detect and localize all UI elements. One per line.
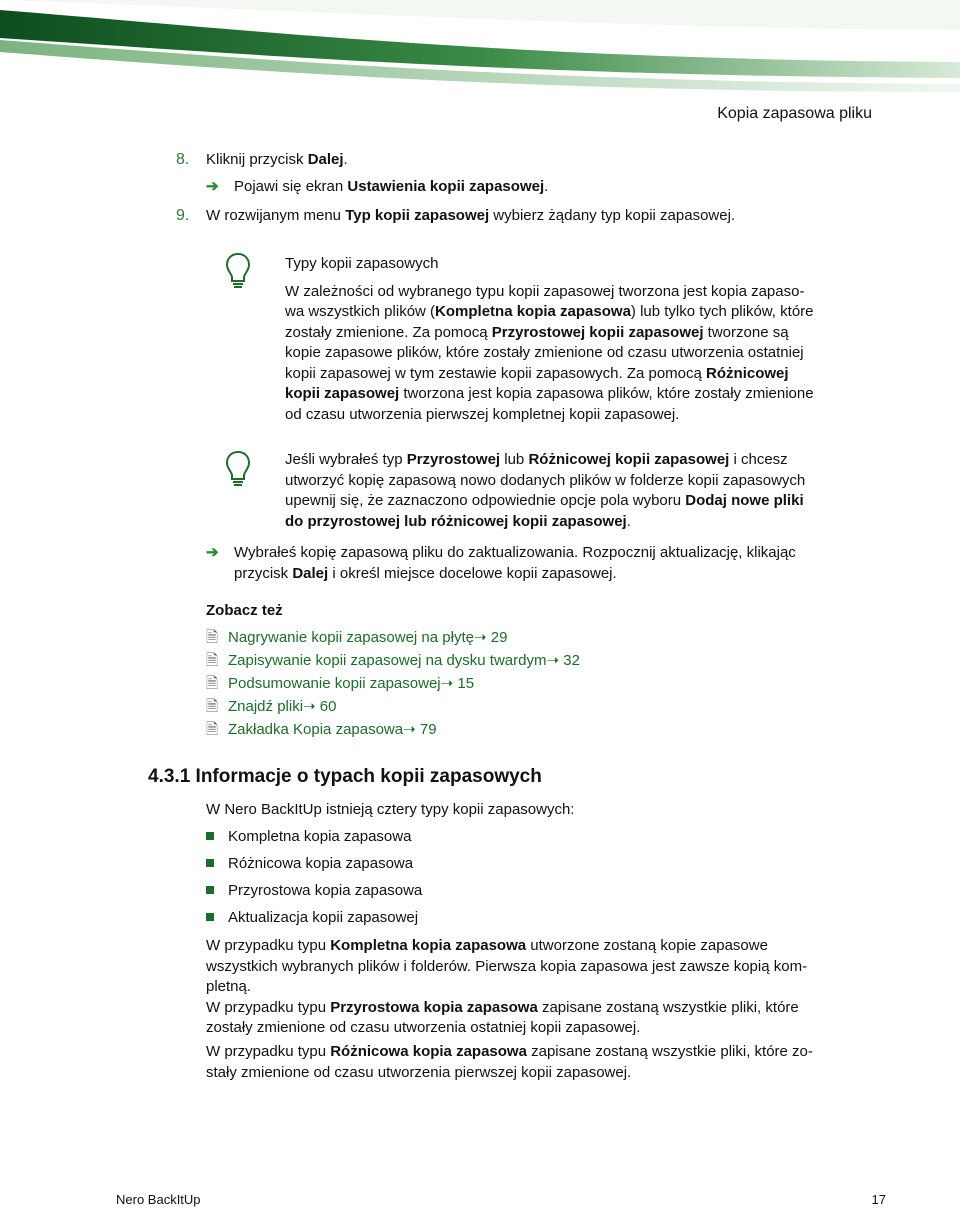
list-item: Przyrostowa kopia zapasowa <box>206 882 422 899</box>
document-icon: 🗎 <box>206 629 219 646</box>
document-icon: 🗎 <box>206 721 219 738</box>
see-also-link[interactable]: 🗎 Zakładka Kopia zapasowa➝ 79 <box>206 719 437 744</box>
document-icon: 🗎 <box>206 675 219 692</box>
arrow-link-icon: ➝ <box>546 652 564 669</box>
see-also-link[interactable]: 🗎 Zapisywanie kopii zapasowej na dysku twardym➝ 32 <box>206 650 580 675</box>
step-number: 9. <box>176 207 190 224</box>
footer-product: Nero BackItUp <box>116 1192 201 1207</box>
list-item: Kompletna kopia zapasowa <box>206 828 411 845</box>
list-item: Aktualizacja kopii zapasowej <box>206 909 418 926</box>
step-8-result: ➔ Pojawi się ekran Ustawienia kopii zapasowej. <box>206 178 549 195</box>
list-item: Różnicowa kopia zapasowa <box>206 855 413 872</box>
paragraph-full-backup: W przypadku typu Kompletna kopia zapasowa utworzone zostaną kopie zapasowe wszystkich wybranych plików i folderów. Pierwsza kopia zapasowa jest zawsze kopią kom- pletną. W przypadku typu Przyrostowa kopia zapasowa zapisane zostaną wszystkie pliki, które zostały zmienione od czasu utworzenia ostatniej kopii zapasowej. <box>206 937 808 1036</box>
see-also-link[interactable]: 🗎 Nagrywanie kopii zapasowej na płytę➝ 29 <box>206 627 507 652</box>
see-also-title: Zobacz też <box>206 602 283 619</box>
step-9: 9. W rozwijanym menu Typ kopii zapasowej wybierz żądany typ kopii zapasowej. <box>176 207 736 224</box>
lightbulb-icon <box>225 252 251 290</box>
document-icon: 🗎 <box>206 698 219 715</box>
arrow-link-icon: ➝ <box>403 721 420 738</box>
arrow-link-icon: ➝ <box>303 698 320 715</box>
arrow-link-icon: ➝ <box>440 675 458 692</box>
arrow-right-icon: ➔ <box>206 178 219 195</box>
bullet-square-icon <box>206 913 214 921</box>
paragraph-differential-backup: W przypadku typu Różnicowa kopia zapasowa zapisane zostaną wszystkie pliki, które zo- stały zmienione od czasu utworzenia pierwszej kopii zapasowej. <box>206 1043 813 1081</box>
see-also-link[interactable]: 🗎 Podsumowanie kopii zapasowej➝ 15 <box>206 673 474 698</box>
step-8: 8. Kliknij przycisk Dalej. <box>176 151 348 168</box>
section-intro: W Nero BackItUp istnieją cztery typy kopii zapasowych: <box>206 801 575 818</box>
section-heading: 4.3.1 Informacje o typach kopii zapasowych <box>148 766 542 787</box>
tip-title: Typy kopii zapasowych <box>285 255 439 272</box>
tip-add-new-files: Jeśli wybrałeś typ Przyrostowej lub Różnicowej kopii zapasowej i chcesz utworzyć kopię zapasową nowo dodanych plików w folderze kopii zapasowych upewnij się, że zaznaczono odpowiednie opcje pola wyboru Dodaj nowe pliki do przyrostowej lub różnicowej kopii zapasowej. <box>285 451 806 530</box>
lightbulb-icon <box>225 450 251 488</box>
footer-page-number: 17 <box>871 1192 886 1207</box>
result-text: ➔ Wybrałeś kopię zapasową pliku do zaktualizowania. Rozpocznij aktualizację, klikając przycisk Dalej i określ miejsce docelowe kopii zapasowej. <box>206 544 796 582</box>
bullet-square-icon <box>206 886 214 894</box>
arrow-right-icon: ➔ <box>206 544 219 561</box>
see-also-link[interactable]: 🗎 Znajdź pliki➝ 60 <box>206 696 336 721</box>
tip-backup-types: Typy kopii zapasowych W zależności od wybranego typu kopii zapasowej tworzona jest kopia zapaso- wa wszystkich plików (Kompletna kopia zapasowa) lub tylko tych plików, które zostały zmienione. Za pomocą Przyrostowej kopii zapasowej tworzone są kopie zapasowe plików, które zostały zmienione od czasu utworzenia ostatniej kopii zapasowej w tym zestawie kopii zapasowych. Za pomocą Różnicowej kopii zapasowej tworzona jest kopia zapasowa plików, które zostały zmienione od czasu utworzenia pierwszej kompletnej kopii zapasowej. <box>285 254 865 425</box>
header-title: Kopia zapasowa pliku <box>717 105 872 122</box>
arrow-link-icon: ➝ <box>473 629 491 646</box>
bullet-square-icon <box>206 832 214 840</box>
header-swoosh <box>0 0 960 110</box>
bullet-square-icon <box>206 859 214 867</box>
step-number: 8. <box>176 151 190 168</box>
document-icon: 🗎 <box>206 652 219 669</box>
